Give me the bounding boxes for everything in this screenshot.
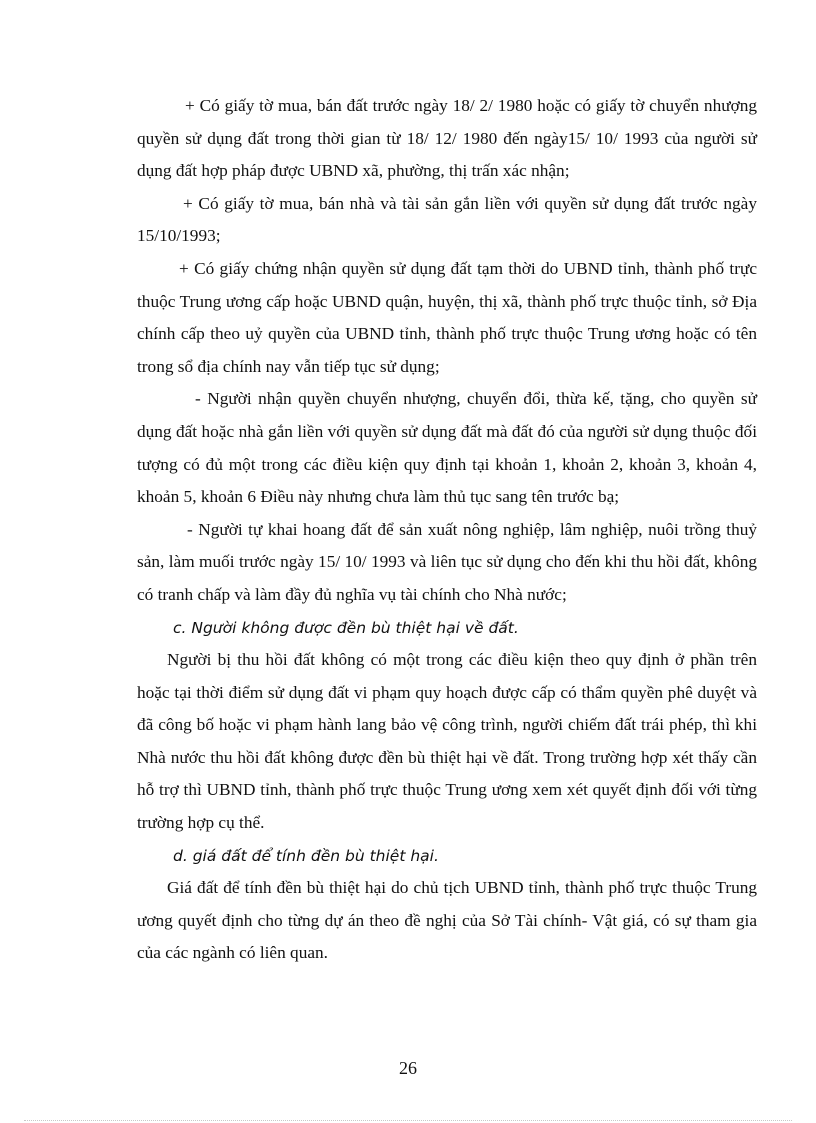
paragraph-not-compensated: Người bị thu hồi đất không có một trong các điều kiện theo quy định ở phần trên hoặc tại thời điểm sử dụng đất vi phạm quy hoạch được cấp có thẩm quyền phê duyệt và đã công bố hoặc vi phạm hành lang bảo vệ công trình, người chiếm đất trái phép, thì khi Nhà nước thu hồi đất không được đền bù thiệt hại về đất. Trong trường hợp xét thấy cần hỗ trợ thì UBND tỉnh, thành phố trực thuộc Trung ương xem xét quyết định đối với từng trường hợp cụ thể. <box>137 650 757 833</box>
paragraph-papers-before-1980: + Có giấy tờ mua, bán đất trước ngày 18/ 2/ 1980 hoặc có giấy tờ chuyển nhượng quyền sử dụng đất trong thời gian từ 18/ 12/ 1980 đến ngày15/ 10/ 1993 của người sử dụng đất hợp pháp được UBND xã, phường, thị trấn xác nhận; <box>137 96 757 181</box>
heading-d-land-price: d. giá đất để tính đền bù thiệt hại. <box>173 846 439 865</box>
document-body <box>137 90 757 970</box>
paragraph-temporary-certificate: + Có giấy chứng nhận quyền sử dụng đất tạm thời do UBND tỉnh, thành phố trực thuộc Trung ương cấp hoặc UBND quận, huyện, thị xã, thành phố trực thuộc tỉnh, sở Địa chính cấp theo uỷ quyền của UBND tỉnh, thành phố trực thuộc Trung ương hoặc có tên trong sổ địa chính nay vẫn tiếp tục sử dụng; <box>137 258 757 376</box>
footer-divider <box>24 1120 792 1121</box>
paragraph-land-reclamation: - Người tự khai hoang đất để sản xuất nông nghiệp, lâm nghiệp, nuôi trồng thuỷ sản, làm muối trước ngày 15/ 10/ 1993 và liên tục sử dụng cho đến khi thu hồi đất, không có tranh chấp và làm đầy đủ nghĩa vụ tài chính cho Nhà nước; <box>137 519 757 604</box>
heading-c-not-compensated: c. Người không được đền bù thiệt hại về đất. <box>173 618 519 637</box>
paragraph-land-price: Giá đất để tính đền bù thiệt hại do chủ tịch UBND tỉnh, thành phố trực thuộc Trung ương quyết định cho từng dự án theo đề nghị của Sở Tài chính- Vật giá, có sự tham gia của các ngành có liên quan. <box>137 878 757 963</box>
page-number: 26 <box>399 1058 417 1078</box>
paragraph-transfer-recipients: - Người nhận quyền chuyển nhượng, chuyển đổi, thừa kế, tặng, cho quyền sử dụng đất hoặc nhà gắn liền với quyền sử dụng đất mà đất đó của người sử dụng thuộc đối tượng có đủ một trong các điều kiện quy định tại khoản 1, khoản 2, khoản 3, khoản 4, khoản 5, khoản 6 Điều này nhưng chưa làm thủ tục sang tên trước bạ; <box>137 389 757 507</box>
paragraph-house-purchase-papers: + Có giấy tờ mua, bán nhà và tài sản gắn liền với quyền sử dụng đất trước ngày 15/10/1993; <box>137 193 757 246</box>
